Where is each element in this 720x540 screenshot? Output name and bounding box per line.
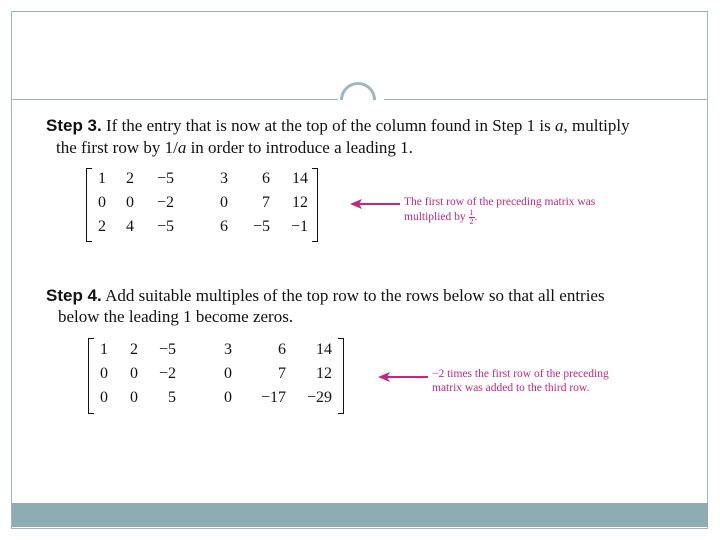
arrow-left-icon <box>350 197 400 211</box>
matrix-cell: 1 <box>98 170 106 187</box>
step3-text-c: the first row by 1/ <box>56 138 178 157</box>
step3-label: Step 3. <box>46 116 102 135</box>
matrix-row <box>86 168 318 190</box>
matrix-cell: 0 <box>126 194 134 211</box>
matrix-cell: 12 <box>292 194 308 211</box>
matrix-cell: −2 <box>158 365 176 382</box>
step4-line2 <box>58 307 293 327</box>
step3-text-d: in order to introduce a leading 1. <box>186 138 413 157</box>
matrix-step4 <box>88 338 344 414</box>
matrix-cell: 0 <box>100 389 108 406</box>
matrix-step3 <box>86 168 318 242</box>
step3-var-a: a <box>555 116 564 135</box>
step4-line1 <box>46 286 605 306</box>
step3-line2 <box>56 138 413 158</box>
matrix-cell: −5 <box>252 218 270 235</box>
annotation-step3 <box>404 195 595 226</box>
annotation-line: matrix was added to the third row. <box>432 382 590 394</box>
matrix-cell: 6 <box>262 170 270 187</box>
matrix-cell: −1 <box>290 218 308 235</box>
arrow-left-icon <box>378 370 428 384</box>
matrix-cell: 0 <box>130 389 138 406</box>
matrix-cell: 6 <box>220 218 228 235</box>
annotation-step4 <box>432 367 609 395</box>
matrix-cell: 2 <box>98 218 106 235</box>
matrix-row <box>88 387 344 409</box>
matrix-cell: −2 <box>156 194 174 211</box>
matrix-cell: 4 <box>126 218 134 235</box>
matrix-cell: 7 <box>262 194 270 211</box>
matrix-cell: 7 <box>278 365 286 382</box>
matrix-cell: −29 <box>306 389 332 406</box>
matrix-cell: 0 <box>224 389 232 406</box>
annotation-line <box>404 209 595 226</box>
matrix-row <box>86 216 318 238</box>
matrix-cell: 6 <box>278 341 286 358</box>
annotation-line: −2 times the first row of the preceding <box>432 368 609 380</box>
title-divider-right <box>384 99 708 100</box>
fraction-denominator: 2 <box>469 217 474 226</box>
matrix-cell: −5 <box>156 170 174 187</box>
matrix-cell: 1 <box>100 341 108 358</box>
step4-text-b: below the leading 1 become zeros. <box>58 307 294 326</box>
matrix-cell: 2 <box>126 170 134 187</box>
annotation-line: The first row of the preceding matrix was <box>404 196 596 208</box>
matrix-row <box>88 363 344 385</box>
matrix-cell: 0 <box>130 365 138 382</box>
matrix-row <box>86 192 318 214</box>
matrix-cell: 0 <box>224 365 232 382</box>
matrix-cell: 14 <box>292 170 308 187</box>
annotation-text: multiplied by <box>404 211 469 224</box>
step3-var-b: a <box>177 138 187 157</box>
matrix-cell: 0 <box>98 194 106 211</box>
matrix-cell: 14 <box>316 341 332 358</box>
matrix-cell: 5 <box>168 389 176 406</box>
matrix-row <box>88 339 344 361</box>
matrix-cell: 12 <box>316 365 332 382</box>
matrix-cell: 0 <box>100 365 108 382</box>
matrix-cell: 3 <box>220 170 228 187</box>
step3-text-a: If the entry that is now at the top of the column found in Step 1 is <box>106 116 556 135</box>
matrix-cell: 0 <box>220 194 228 211</box>
title-divider-left <box>12 99 338 100</box>
step3-text-b: , multiply <box>563 116 630 135</box>
matrix-cell: 2 <box>130 341 138 358</box>
matrix-cell: 3 <box>224 341 232 358</box>
annotation-period: . <box>474 211 478 224</box>
step4-label: Step 4. <box>46 286 102 305</box>
matrix-cell: −5 <box>156 218 174 235</box>
matrix-cell: −17 <box>260 389 286 406</box>
footer-bar <box>12 503 708 527</box>
matrix-cell: −5 <box>158 341 176 358</box>
step4-text-a: Add suitable multiples of the top row to the rows below so that all entries <box>105 286 605 305</box>
step3-line1 <box>46 116 630 136</box>
fraction-numerator: 1 <box>469 208 474 217</box>
